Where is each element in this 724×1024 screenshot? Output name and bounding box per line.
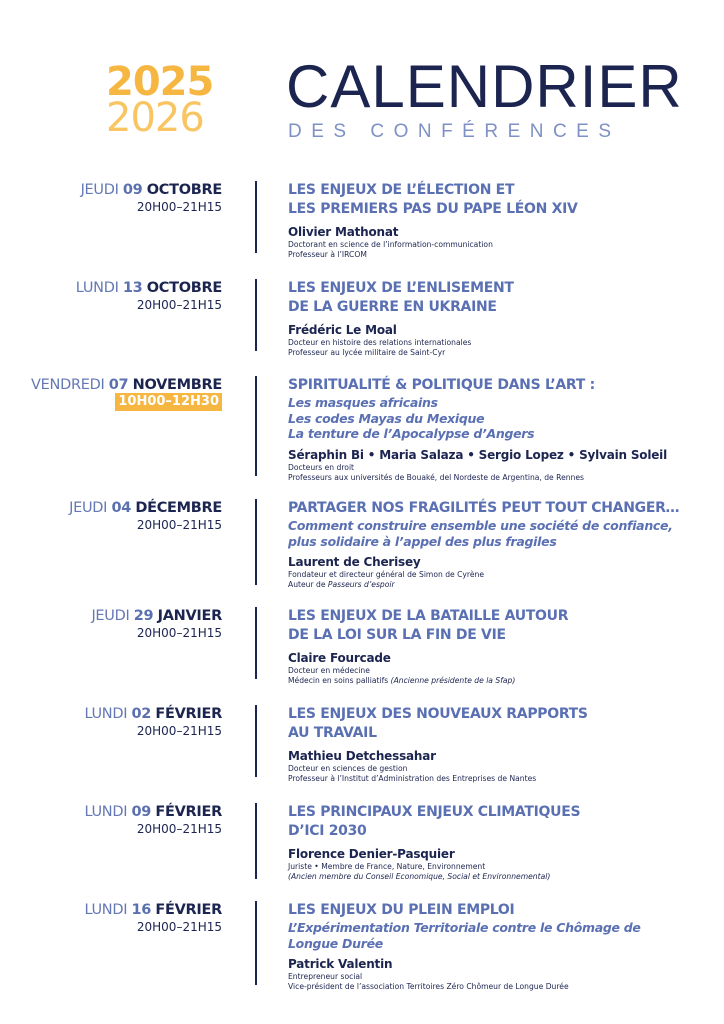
event-subtitle-line: Les masques africains [288,395,438,410]
event-title-line: D’ICI 2030 [288,823,367,839]
event-date: LUNDI 16 FÉVRIER [84,902,222,918]
event-content [288,499,708,590]
event-title-line: LES ENJEUX DU PLEIN EMPLOI [288,902,515,918]
page-subtitle: DES CONFÉRENCES [288,121,621,142]
event-title-line: DE LA GUERRE EN UKRAINE [288,299,497,315]
event-desc: Docteur en médecine [288,666,370,675]
event-speaker: Mathieu Detchessahar [288,749,436,763]
event-subtitle-line: plus solidaire à l’appel des plus fragiles [288,533,557,549]
event-subtitle-line: La tenture de l’Apocalypse d’Angers [288,426,535,441]
event-title-line: LES ENJEUX DES NOUVEAUX RAPPORTS [288,706,588,722]
event-date: JEUDI 04 DÉCEMBRE [69,500,222,516]
event-title-line: DE LA LOI SUR LA FIN DE VIE [288,627,506,643]
event-speaker: Séraphin Bi • Maria Salaza • Sergio Lopez • Sylvain Soleil [288,447,668,462]
event-divider [255,607,257,679]
event-content [288,181,708,260]
event-date: JEUDI 29 JANVIER [91,608,222,624]
event-speaker: Frédéric Le Moal [288,323,397,337]
event-subtitle-line: L’Expérimentation Territoriale contre le Chômage de [288,920,641,935]
event-subtitle-line: Longue Durée [288,935,383,951]
event-divider [255,705,257,777]
event-time: 20H00–21H15 [136,626,222,640]
year-end: 2026 [106,95,204,141]
event-title-line: LES ENJEUX DE LA BATAILLE AUTOUR [288,608,569,624]
event-divider [255,499,257,585]
event-date: VENDREDI 07 NOVEMBRE [31,377,222,393]
event-desc: Entrepreneur social [288,972,363,981]
event-title-line: LES PRINCIPAUX ENJEUX CLIMATIQUES [288,804,581,820]
event-title-line: LES ENJEUX DE L’ÉLECTION ET [288,182,515,198]
event-title-line: AU TRAVAIL [288,725,377,741]
event-date: JEUDI 09 OCTOBRE [80,182,222,198]
event-content [288,279,708,358]
event-desc: Vice-président de l’association Territoires Zéro Chômeur de Longue Durée [288,982,569,991]
event-time: 20H00–21H15 [136,920,222,934]
event-desc: Professeur à l’Institut d’Administration des Entreprises de Nantes [288,774,537,783]
event-content [288,607,708,686]
event-time: 20H00–21H15 [136,518,222,532]
event-desc: Médecin en soins palliatifs (Ancienne présidente de la Sfap) [288,676,516,685]
event-speaker: Laurent de Cherisey [288,555,421,569]
header [0,0,724,160]
event-time-highlight: 10H00–12H30 [115,393,222,411]
event-divider [255,803,257,879]
event-title-line: SPIRITUALITÉ & POLITIQUE DANS L’ART : [288,377,595,393]
event-time: 20H00–21H15 [136,724,222,738]
event-divider [255,279,257,351]
event-date: LUNDI 13 OCTOBRE [75,280,222,296]
event-time: 20H00–21H15 [136,200,222,214]
event-desc: Professeur au lycée militaire de Saint-Cyr [288,348,446,357]
event-content [288,376,708,483]
event-title-line: PARTAGER NOS FRAGILITÉS PEUT TOUT CHANGER… [288,500,680,516]
event-divider [255,181,257,253]
event-subtitle-line: Les codes Mayas du Mexique [288,410,485,426]
event-desc: Docteur en sciences de gestion [288,764,408,773]
event-desc: Docteurs en droit [288,462,355,472]
event-speaker: Florence Denier-Pasquier [288,847,455,861]
event-divider [255,376,257,476]
event-title-line: LES PREMIERS PAS DU PAPE LÉON XIV [288,201,578,217]
event-time: 20H00–21H15 [136,298,222,312]
year-start: 2025 [106,59,214,105]
event-desc: Professeurs aux universités de Bouaké, del Nordeste de Argentina, de Rennes [288,472,585,482]
event-desc: Docteur en histoire des relations internationales [288,338,472,347]
event-date: LUNDI 02 FÉVRIER [84,706,222,722]
event-content [288,705,708,784]
event-speaker: Claire Fourcade [288,651,391,665]
event-date: LUNDI 09 FÉVRIER [84,804,222,820]
event-divider [255,901,257,985]
event-desc: Doctorant en science de l’information-communication [288,240,493,249]
page-title: CALENDRIER [286,53,683,120]
event-title-line: LES ENJEUX DE L’ENLISEMENT [288,280,514,296]
event-speaker: Patrick Valentin [288,957,393,971]
event-desc: Juriste • Membre de France, Nature, Environnement [288,862,486,871]
event-subtitle-line: Comment construire ensemble une société de confiance, [288,518,673,533]
event-content [288,901,708,992]
event-desc: (Ancien membre du Conseil Economique, Social et Environnemental) [288,872,551,881]
event-desc: Auteur de Passeurs d’espoir [288,580,395,589]
event-speaker: Olivier Mathonat [288,225,399,239]
event-time: 20H00–21H15 [136,822,222,836]
event-desc: Fondateur et directeur général de Simon de Cyrène [288,570,485,579]
event-content [288,803,708,882]
event-desc: Professeur à l’IRCOM [288,250,367,259]
